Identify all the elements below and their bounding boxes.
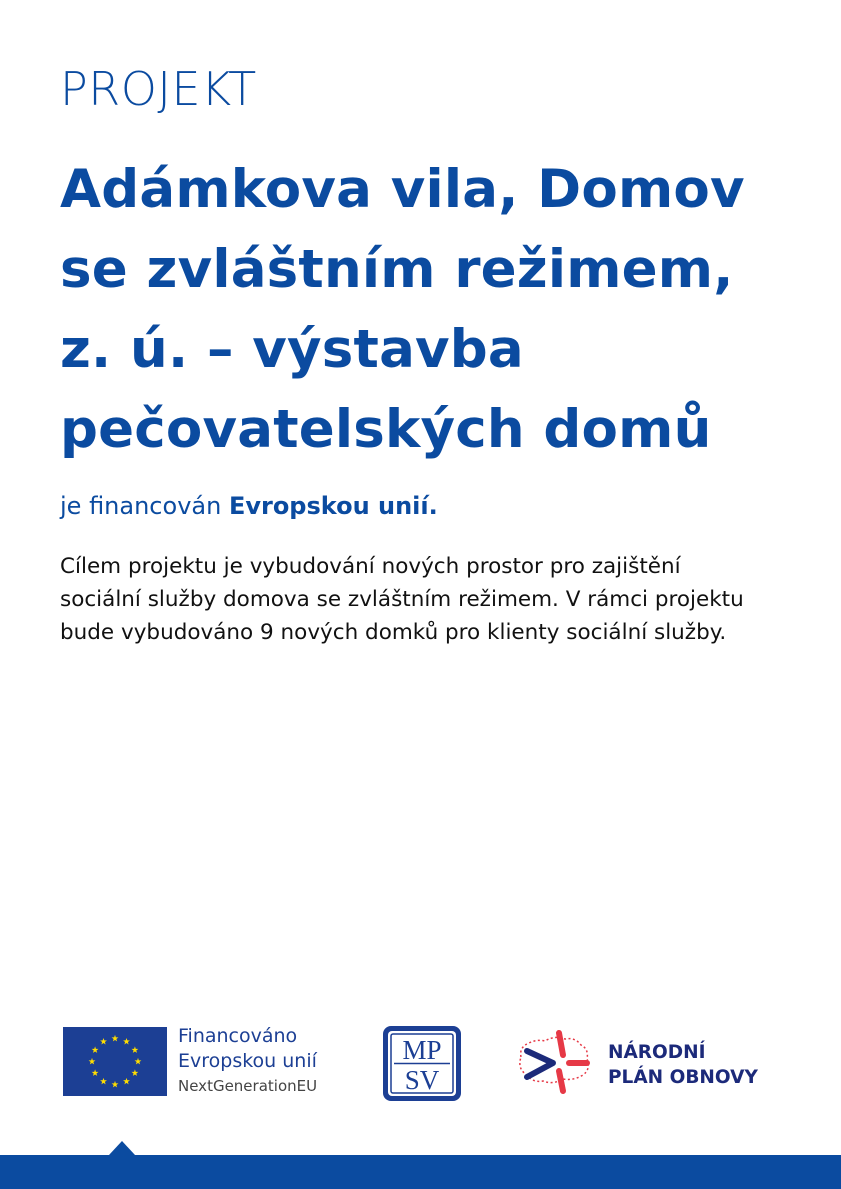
mpsv-top-text: MP: [402, 1035, 442, 1065]
funding-statement: [60, 492, 438, 520]
eu-star-icon: [100, 1078, 107, 1085]
eu-star-icon: [112, 1035, 119, 1042]
npo-logo-text: [608, 1040, 758, 1090]
description-line: bude vybudováno 9 nových domků pro klienty sociální služby.: [60, 620, 727, 645]
eu-star-icon: [131, 1046, 138, 1053]
npo-line1: NÁRODNÍ: [608, 1042, 706, 1063]
npo-logo-icon: [515, 1025, 595, 1095]
eu-star-icon: [112, 1081, 119, 1088]
project-title: [60, 150, 820, 470]
mpsv-bottom-text: SV: [404, 1065, 440, 1095]
mpsv-logo: [382, 1025, 462, 1102]
eu-star-icon: [100, 1038, 107, 1045]
title-line: se zvláštním režimem,: [60, 239, 734, 300]
project-description: [60, 550, 800, 649]
footer-bar: [0, 1155, 841, 1189]
funding-source: Evropskou unií.: [228, 492, 438, 520]
npo-line2: PLÁN OBNOVY: [608, 1067, 758, 1088]
eu-star-icon: [131, 1069, 138, 1076]
description-line: Cílem projektu je vybudování nových prostor pro zajištění: [60, 554, 681, 579]
eu-star-icon: [135, 1058, 142, 1065]
description-line: sociální služby domova se zvláštním režimem. V rámci projektu: [60, 587, 744, 612]
funding-prefix: je financován: [60, 492, 229, 520]
eu-logo-line1: Financováno: [178, 1025, 298, 1047]
title-line: z. ú. – výstavba: [60, 319, 524, 380]
eu-funding-logo-text: [178, 1024, 317, 1098]
eu-logo-line3: NextGenerationEU: [178, 1077, 318, 1095]
footer-notch: [109, 1141, 135, 1155]
eu-star-icon: [89, 1058, 96, 1065]
eu-star-icon: [123, 1038, 130, 1045]
eu-flag-icon: [63, 1027, 167, 1096]
eu-star-icon: [123, 1078, 130, 1085]
title-line: Adámkova vila, Domov: [60, 159, 745, 220]
project-label: PROJEKT: [60, 62, 257, 116]
eu-star-icon: [92, 1046, 99, 1053]
eu-star-icon: [92, 1069, 99, 1076]
eu-logo-line2: Evropskou unií: [178, 1050, 317, 1072]
title-line: pečovatelských domů: [60, 399, 712, 460]
